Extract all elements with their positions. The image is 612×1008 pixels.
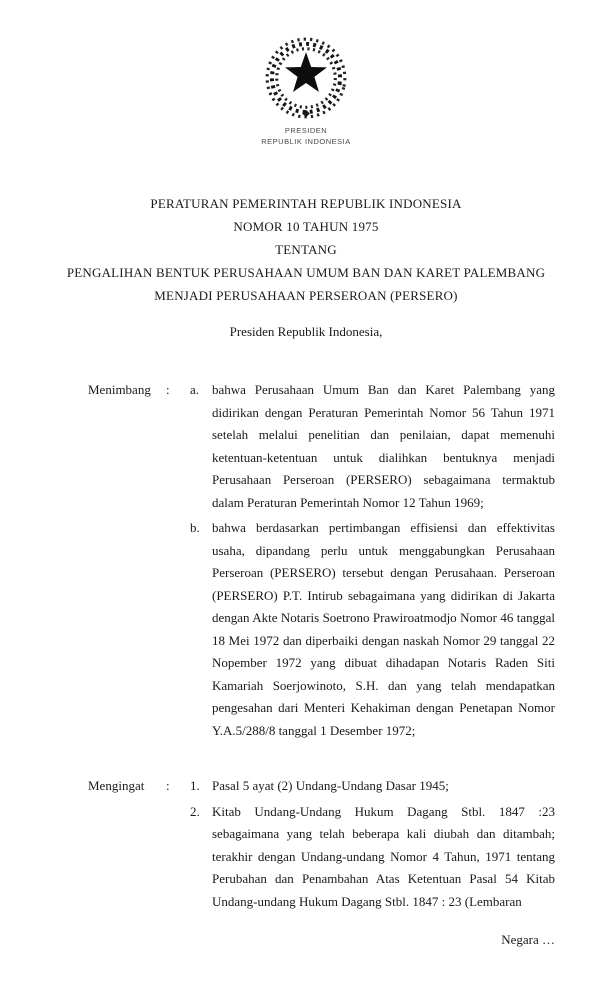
title-line-3: TENTANG — [275, 242, 337, 257]
title-line-1: PERATURAN PEMERINTAH REPUBLIK INDONESIA — [150, 196, 462, 211]
item-text: Pasal 5 ayat (2) Undang-Undang Dasar 1945; — [212, 778, 449, 793]
list-item — [190, 379, 555, 514]
list-item — [190, 775, 555, 798]
section-colon: : — [166, 778, 170, 793]
section-items — [190, 379, 555, 742]
section-label: Menimbang — [88, 382, 151, 397]
star-wreath-emblem-icon — [258, 30, 354, 126]
item-text: bahwa berdasarkan pertimbangan effisiensi dan effektivitas usaha, dipandang perlu untuk menggabungkan Perusahaan Perseroan (PERSERO) tersebut dengan Perusahaan. Perseroan (PERSERO) P.T. Intirub sebagaimana yang didirikan di Jakarta dengan Akte Notaris Soetrono Prawiroatmodjo Nomor 46 tanggal 18 Mei 1972 dan diperbaiki dengan naskah Nomor 29 tanggal 22 Nopember 1972 yang dibuat dihadapan Notaris Raden Siti Kamariah Soerjowinoto, S.H. dan yang telah mendapatkan pengesahan dari Menteri Kehakiman dengan Penetapan Nomor Y.A.5/288/8 tanggal 1 Desember 1972; — [212, 520, 555, 738]
catchword-negara: Negara … — [501, 932, 555, 947]
item-marker: b. — [190, 520, 200, 535]
preamble: Presiden Republik Indonesia, — [229, 324, 383, 339]
section-items — [190, 775, 555, 913]
list-item — [190, 801, 555, 914]
item-marker: a. — [190, 382, 200, 397]
item-marker: 1. — [190, 778, 200, 793]
letterhead-republik-indonesia: REPUBLIK INDONESIA — [261, 136, 351, 146]
letterhead-presiden: PRESIDEN — [284, 126, 328, 135]
item-text: bahwa Perusahaan Umum Ban dan Karet Palembang yang didirikan dengan Peraturan Pemerintah Nomor 56 Tahun 1971 setelah melalui penelitian dan penilaian, dapat memenuhi ketentuan-ketentuan untuk dialihkan bentuknya menjadi Perusahaan Perseroan (PERSERO) sebagaimana termaktub dalam Peraturan Pemerintah Nomor 12 Tahun 1969; — [212, 382, 555, 510]
section-menimbang — [88, 379, 555, 742]
title-line-4: PENGALIHAN BENTUK PERUSAHAAN UMUM BAN DAN KARET PALEMBANG — [66, 265, 546, 280]
section-mengingat — [88, 775, 555, 913]
section-label: Mengingat — [88, 778, 145, 793]
item-text: Kitab Undang-Undang Hukum Dagang Stbl. 1847 :23 sebagaimana yang telah beberapa kali diubah dan ditambah; terakhir dengan Undang-undang Nomor 4 Tahun, 1971 tentang Perubahan dan Penambahan Atas Ketentuan Pasal 54 Kitab Undang-undang Hukum Dagang Stbl. 1847 : 23 (Lembaran — [212, 803, 555, 909]
document-title — [0, 192, 612, 307]
letterhead — [0, 126, 612, 147]
title-line-2: NOMOR 10 TAHUN 1975 — [233, 219, 379, 234]
section-colon: : — [166, 382, 170, 397]
body-sections — [88, 379, 555, 913]
title-line-5: MENJADI PERUSAHAAN PERSEROAN (PERSERO) — [154, 288, 458, 303]
presidential-emblem — [0, 30, 612, 126]
list-item — [190, 517, 555, 742]
item-marker: 2. — [190, 803, 200, 819]
